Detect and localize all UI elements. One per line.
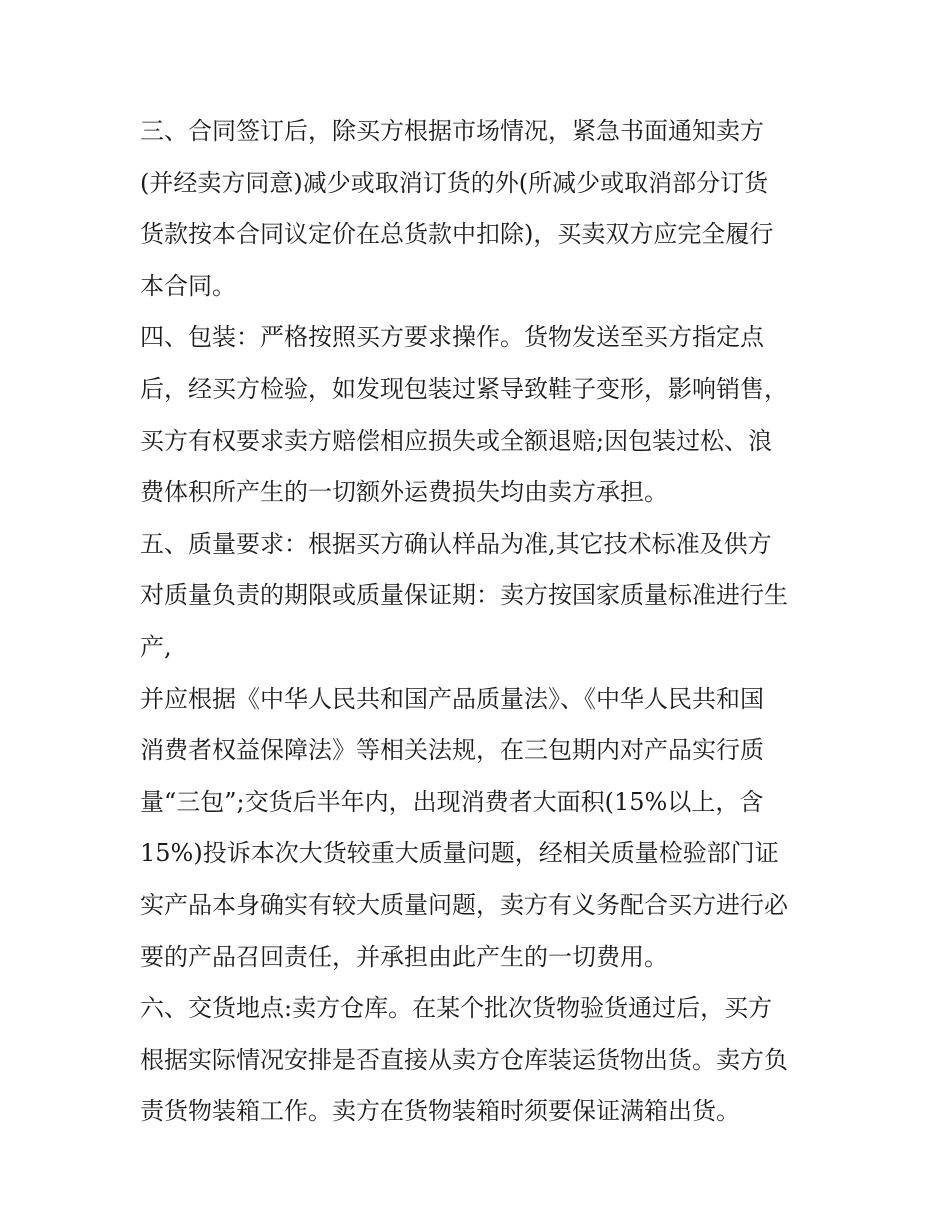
text-line: 量“三包”;交货后半年内，出现消费者大面积(15%以上，含: [140, 787, 764, 816]
text-line: 三、合同签订后，除买方根据市场情况，紧急书面通知卖方: [140, 117, 764, 145]
text-line: 消费者权益保障法》等相关法规，在三包期内对产品实行质: [140, 736, 764, 765]
text-line: 后，经买方检验，如发现包装过紧导致鞋子变形，影响销售，: [140, 374, 788, 403]
text-line: 六、交货地点:卖方仓库。在某个批次货物验货通过后，买方: [140, 994, 773, 1023]
text-line: 并应根据《中华人民共和国产品质量法》、《中华人民共和国: [140, 684, 764, 713]
text-line: 实产品本身确实有较大质量问题，卖方有义务配合买方进行必: [140, 890, 788, 919]
text-line: 买方有权要求卖方赔偿相应损失或全额退赔;因包装过松、浪: [140, 426, 773, 455]
text-line: 货款按本合同议定价在总货款中扣除)，买卖双方应完全履行: [140, 220, 774, 249]
text-line: 责货物装箱工作。卖方在货物装箱时须要保证满箱出货。: [140, 1097, 740, 1126]
text-line: 本合同。: [140, 271, 236, 300]
text-line: 15%)投诉本次大货较重大质量问题，经相关质量检验部门证: [140, 839, 779, 868]
text-line: (并经卖方同意)减少或取消订货的外(所减少或取消部分订货: [140, 168, 769, 197]
contract-text: [140, 106, 820, 1138]
text-line: 要的产品召回责任，并承担由此产生的一切费用。: [140, 942, 668, 971]
text-line: 根据实际情况安排是否直接从卖方仓库装运货物出货。卖方负: [140, 1045, 788, 1074]
text-line: 五、质量要求：根据买方确认样品为准,其它技术标准及供方: [140, 529, 772, 558]
text-line: 对质量负责的期限或质量保证期：卖方按国家质量标准进行生: [140, 581, 788, 610]
text-line: 四、包装：严格按照买方要求操作。货物发送至买方指定点: [140, 323, 764, 352]
text-line: 产,: [140, 632, 172, 661]
text-line: 费体积所产生的一切额外运费损失均由卖方承担。: [140, 478, 668, 507]
